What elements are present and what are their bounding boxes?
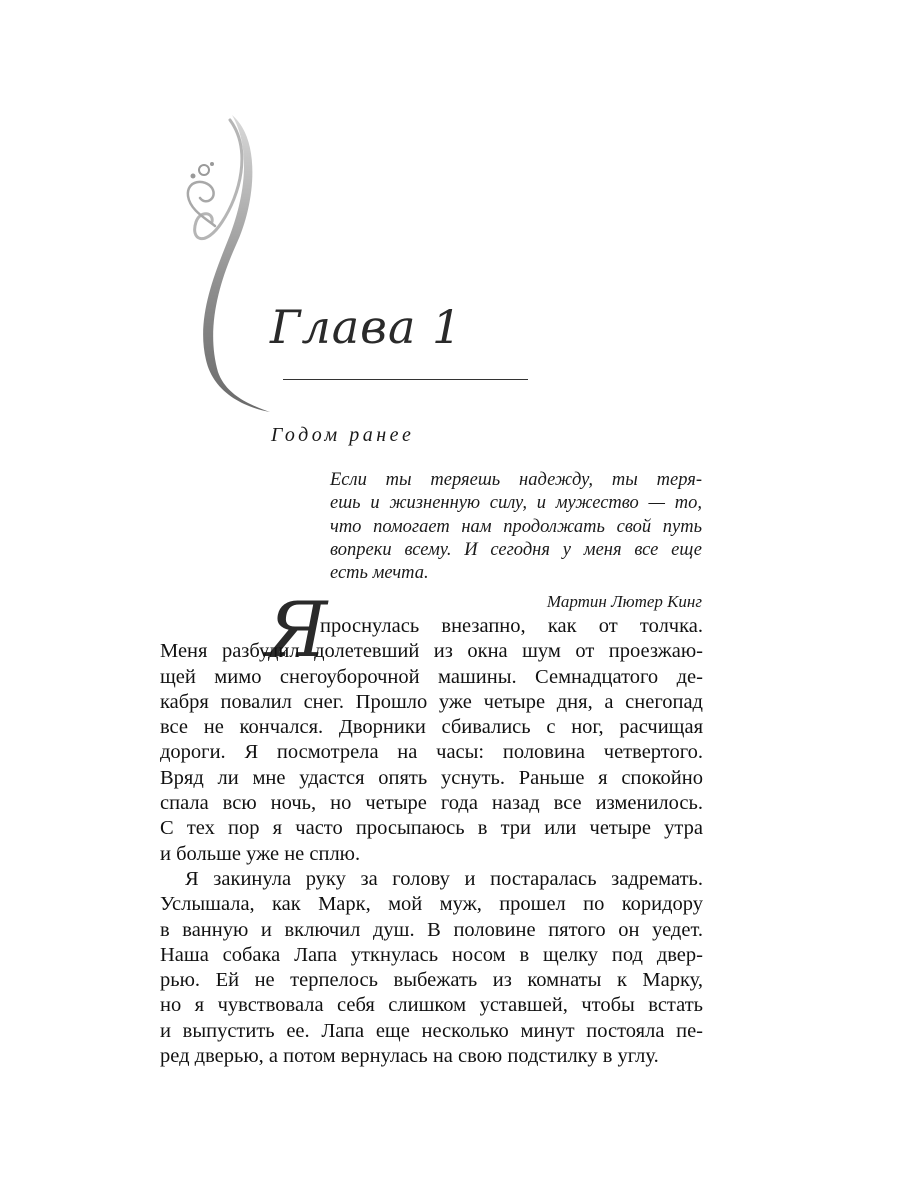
- epigraph-line: есть мечта.: [330, 563, 429, 584]
- paragraph-line: спала всю ночь, но четыре года назад все изменилось.: [160, 792, 703, 815]
- paragraph-line: и больше уже не сплю.: [160, 842, 361, 865]
- paragraph-line: ред дверью, а потом вернулась на свою подстилку в углу.: [160, 1045, 659, 1068]
- paragraph-line: рью. Ей не терпелось выбежать из комнаты к Марку,: [160, 969, 703, 992]
- epigraph: [330, 469, 702, 585]
- paragraph-line: и выпустить ее. Лапа еще несколько минут постояла пе-: [160, 1019, 703, 1042]
- paragraph-line: Я закинула руку за голову и постаралась задремать.: [185, 867, 703, 890]
- swirl-dot-small: [191, 174, 196, 179]
- paragraph-line: проснулась внезапно, как от толчка.: [320, 615, 703, 637]
- paragraph-line: щей мимо снегоуборочной машины. Семнадцатого де-: [160, 665, 703, 688]
- body-text: [160, 614, 703, 1069]
- paragraph-line: Наша собака Лапа уткнулась носом в щелку под двер-: [160, 943, 703, 966]
- epigraph-author: Мартин Лютер Кинг: [546, 592, 702, 611]
- chapter-subtitle: Годом ранее: [271, 424, 415, 446]
- epigraph-line: ешь и жизненную силу, и мужество — то,: [330, 493, 702, 514]
- epigraph-line: что помогает нам продолжать свой путь: [330, 516, 702, 537]
- paragraph-line: все не кончался. Дворники сбивались с ног, расчищая: [160, 716, 703, 739]
- paragraph-line: Вряд ли мне удастся опять уснуть. Раньше я спокойно: [160, 766, 703, 789]
- chapter-title: Глава 1: [270, 300, 463, 354]
- paragraph-line: С тех пор я часто просыпаюсь в три или четыре утра: [160, 817, 703, 840]
- paragraph-line: Меня разбудил долетевший из окна шум от проезжаю-: [160, 640, 703, 663]
- drop-cap: Я: [266, 585, 328, 674]
- swirl-dot-tiny: [210, 162, 214, 166]
- swirl-main-stroke: [203, 115, 270, 412]
- paragraph-line: Услышала, как Марк, мой муж, прошел по коридору: [160, 893, 703, 916]
- paragraph-line: дороги. Я посмотрела на часы: половина четвертого.: [160, 741, 703, 764]
- paragraph-line: но я чувствовала себя слишком уставшей, чтобы встать: [160, 994, 703, 1017]
- epigraph-line: Если ты теряешь надежду, ты теря-: [330, 470, 702, 490]
- epigraph-line: вопреки всему. И сегодня у меня все еще: [330, 539, 702, 560]
- swirl-dot-large: [199, 165, 209, 175]
- paragraph-line: кабря повалил снег. Прошло уже четыре дня, а снегопад: [160, 690, 703, 713]
- chapter-title-underline: [283, 379, 528, 380]
- swirl-inner-curve: [195, 120, 242, 239]
- paragraph-line: в ванную и включил душ. В половине пятого он уедет.: [160, 918, 703, 941]
